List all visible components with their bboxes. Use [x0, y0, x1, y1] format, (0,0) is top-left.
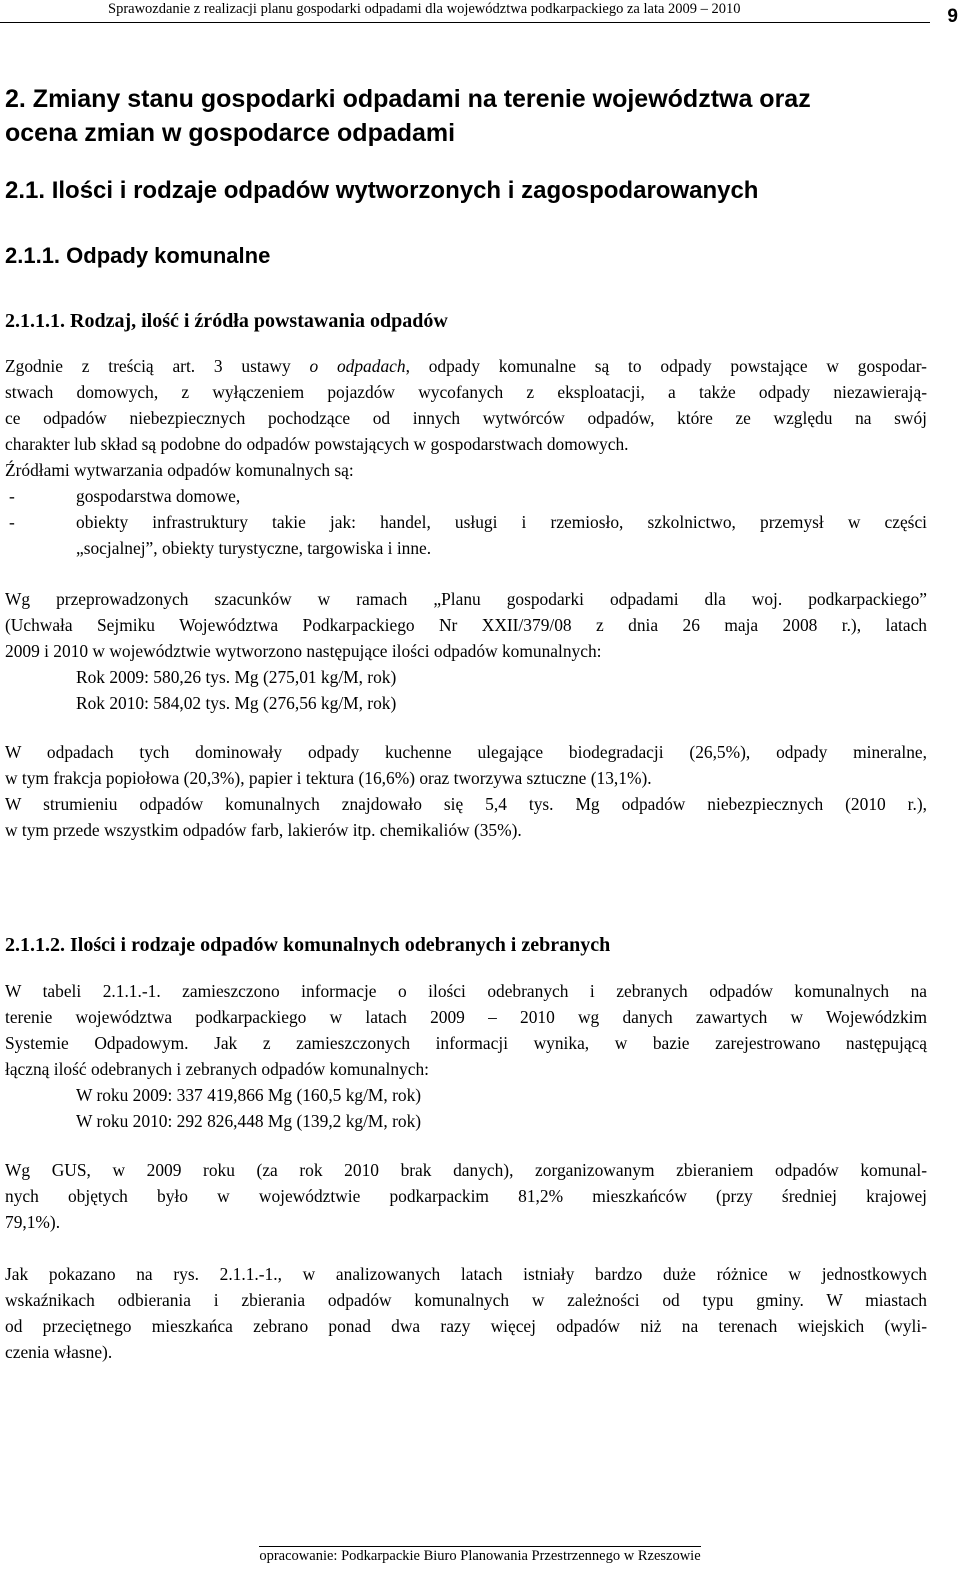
running-header: [0, 0, 930, 23]
value-line: W roku 2009: 337 419,866 Mg (160,5 kg/M, rok): [76, 1085, 422, 1105]
heading-section-2: [5, 82, 925, 150]
paragraph-composition: [5, 739, 927, 843]
page-footer: [0, 1548, 960, 1565]
text-line: Wg GUS, w 2009 roku (za rok 2010 brak danych), zorganizowanym zbieraniem odpadów komunal-: [5, 1160, 927, 1180]
text-line: W odpadach tych dominowały odpady kuchenne ulegające biodegradacji (26,5%), odpady mineralne,: [5, 742, 927, 762]
value-line: Rok 2010: 584,02 tys. Mg (276,56 kg/M, rok): [76, 693, 397, 713]
text-line: charakter lub skład są podobne do odpadów powstających w gospodarstwach domowych.: [5, 434, 629, 454]
text-line: terenie województwa podkarpackiego w latach 2009 – 2010 wg danych zawartych w Wojewódzkim: [5, 1007, 927, 1027]
text-line: nych objętych było w województwie podkarpackim 81,2% mieszkańców (przy średniej krajowej: [5, 1186, 927, 1206]
paragraph-differences: [5, 1261, 927, 1365]
text-line: W tabeli 2.1.1.-1. zamieszczono informacje o ilości odebranych i zebranych odpadów komunalnych na: [5, 981, 927, 1001]
text-line: Źródłami wytwarzania odpadów komunalnych są:: [5, 460, 354, 480]
footer-text: opracowanie: Podkarpackie Biuro Planowania Przestrzennego w Rzeszowie: [259, 1548, 701, 1564]
list-item: - obiekty infrastruktury takie jak: handel, usługi i rzemiosło, szkolnictwo, przemysł w części: [5, 509, 927, 535]
list-item: - gospodarstwa domowe,: [5, 483, 927, 509]
text-line: wskaźnikach odbierania i zbierania odpadów komunalnych w zależności od typu gminy. W miastach: [5, 1290, 927, 1310]
heading-section-2-1-1-1: 2.1.1.1. Rodzaj, ilość i źródła powstawania odpadów: [5, 310, 448, 332]
text-line: w tym przede wszystkim odpadów farb, lakierów itp. chemikaliów (35%).: [5, 820, 522, 840]
paragraph-collected: [5, 978, 927, 1134]
text-line: Systemie Odpadowym. Jak z zamieszczonych informacji wynika, w bazie zarejestrowano następującą: [5, 1033, 927, 1053]
heading-section-2-1-1-2: 2.1.1.2. Ilości i rodzaje odpadów komunalnych odebranych i zebranych: [5, 934, 611, 956]
italic-act-title: o odpadach: [309, 356, 406, 376]
text-line: łączną ilość odebranych i zebranych odpadów komunalnych:: [5, 1059, 429, 1079]
text-line: Jak pokazano na rys. 2.1.1.-1., w analizowanych latach istniały bardzo duże różnice w jednostkowych: [5, 1264, 927, 1284]
text-line: W strumieniu odpadów komunalnych znajdowało się 5,4 tys. Mg odpadów niebezpiecznych (2010 r.),: [5, 794, 927, 814]
bullet-dash: -: [9, 512, 15, 532]
text-line: 2009 i 2010 w województwie wytworzono następujące ilości odpadów komunalnych:: [5, 641, 602, 661]
text-line: w tym frakcja popiołowa (20,3%), papier i tektura (16,6%) oraz tworzywa sztuczne (13,1%).: [5, 768, 652, 788]
heading-line: ocena zmian w gospodarce odpadami: [5, 119, 456, 147]
text-line: 79,1%).: [5, 1212, 61, 1232]
list-item-continuation: „socjalnej”, obiekty turystyczne, targowiska i inne.: [76, 538, 432, 558]
running-header-title: Sprawozdanie z realizacji planu gospodarki odpadami dla województwa podkarpackiego za lata 2009 – 2010: [108, 1, 741, 17]
text-line: ce odpadów niebezpiecznych pochodzące od innych wytwórców odpadów, które ze względu na swój: [5, 408, 927, 428]
page-number: 9: [947, 6, 958, 27]
heading-line: 2. Zmiany stanu gospodarki odpadami na terenie województwa oraz: [5, 85, 811, 113]
text-line: Zgodnie z treścią art. 3 ustawy o odpadach, odpady komunalne są to odpady powstające w gospodar-: [5, 356, 927, 376]
text-line: stwach domowych, z wyłączeniem pojazdów wycofanych z eksploatacji, a także odpady niezawierają-: [5, 382, 927, 402]
text-line: Wg przeprowadzonych szacunków w ramach „Planu gospodarki odpadami dla woj. podkarpackiego”: [5, 589, 927, 609]
text-line: od przeciętnego mieszkańca zebrano ponad dwa razy więcej odpadów niż na terenach wiejskich (wyli-: [5, 1316, 927, 1336]
heading-section-2-1: 2.1. Ilości i rodzaje odpadów wytworzonych i zagospodarowanych: [5, 177, 759, 204]
text-line: (Uchwała Sejmiku Województwa Podkarpackiego Nr XXII/379/08 z dnia 26 maja 2008 r.), latach: [5, 615, 927, 635]
paragraph-definition: [5, 353, 927, 561]
value-line: W roku 2010: 292 826,448 Mg (139,2 kg/M, rok): [76, 1111, 422, 1131]
heading-section-2-1-1: 2.1.1. Odpady komunalne: [5, 243, 271, 268]
text-line: czenia własne).: [5, 1342, 113, 1362]
bullet-dash: -: [9, 486, 15, 506]
value-line: Rok 2009: 580,26 tys. Mg (275,01 kg/M, rok): [76, 667, 397, 687]
paragraph-estimates: [5, 586, 927, 716]
paragraph-gus: [5, 1157, 927, 1235]
